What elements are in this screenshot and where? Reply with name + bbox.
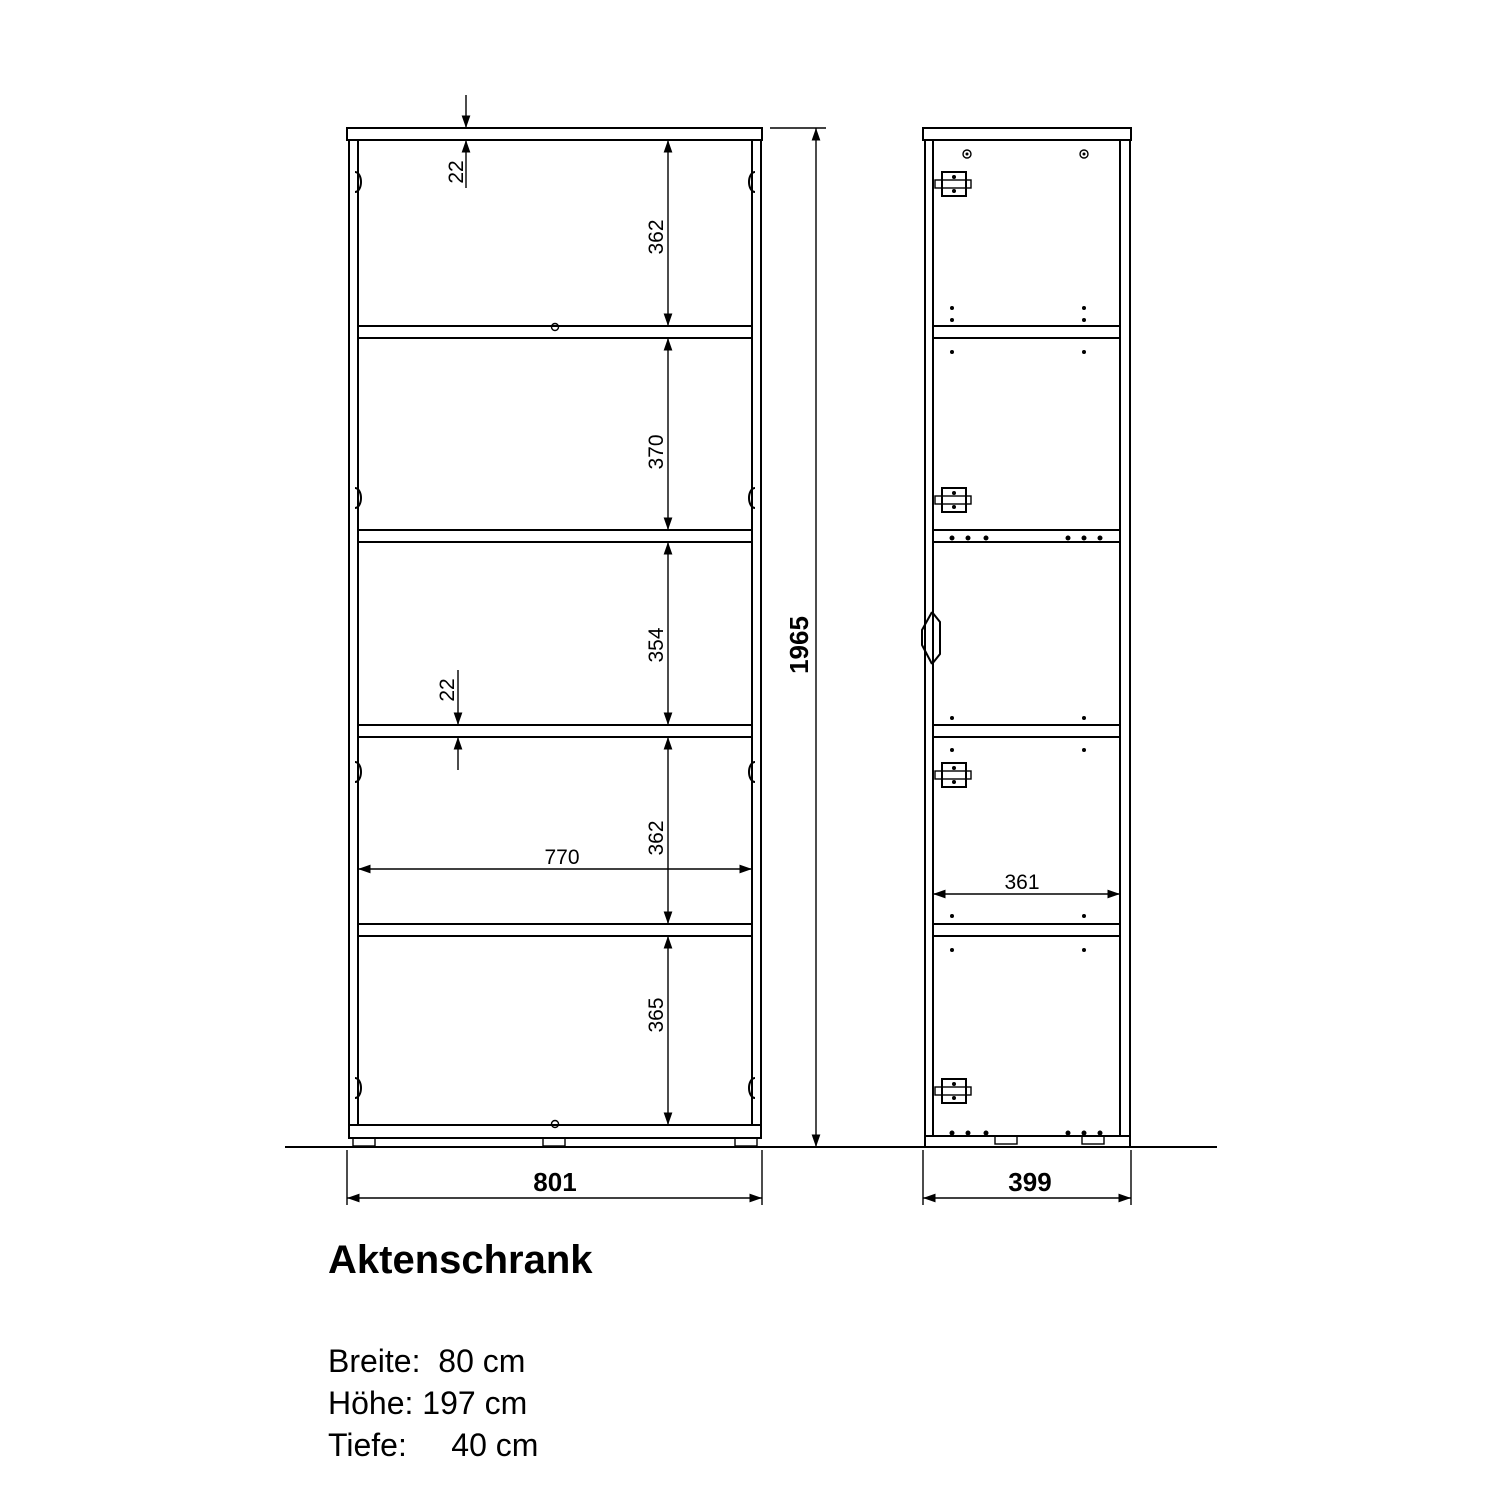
spec-width: Breite: 80 cm — [328, 1343, 526, 1379]
spec-height: Höhe: 197 cm — [328, 1385, 528, 1421]
dim-shelf-thickness: 22 — [436, 678, 459, 702]
dim-inner-width: 770 — [544, 846, 580, 869]
foot — [353, 1138, 375, 1146]
hinge-icon — [935, 1079, 971, 1103]
product-title: Aktenschrank — [328, 1238, 593, 1282]
dim-compartment-height: 370 — [645, 434, 668, 470]
front-shelf — [358, 725, 752, 737]
dim-total-height: 1965 — [784, 616, 814, 674]
dim-outer-depth: 399 — [1008, 1167, 1052, 1197]
dim-inner-depth: 361 — [1004, 871, 1040, 894]
hinge-icon — [935, 172, 971, 196]
hinge-icon — [935, 488, 971, 512]
dim-compartment-height: 362 — [645, 820, 668, 856]
front-view — [347, 95, 826, 1205]
front-shelf — [358, 326, 752, 338]
foot — [543, 1138, 565, 1146]
hinge-icon — [935, 763, 971, 787]
dim-compartment-height: 365 — [645, 997, 668, 1033]
side-shelf — [933, 725, 1120, 737]
product-specs — [328, 1340, 538, 1466]
front-top-board — [347, 128, 762, 140]
front-shelf — [358, 924, 752, 936]
side-top-board — [923, 128, 1131, 140]
spec-depth: Tiefe: 40 cm — [328, 1427, 539, 1463]
dim-compartment-height: 362 — [645, 219, 668, 255]
side-shelf — [933, 326, 1120, 338]
foot — [735, 1138, 757, 1146]
dim-outer-width: 801 — [533, 1167, 577, 1197]
side-shelf — [933, 530, 1120, 542]
side-shelf — [933, 924, 1120, 936]
side-view — [922, 128, 1131, 1205]
dim-compartment-height: 354 — [645, 627, 668, 663]
dim-top-thickness: 22 — [445, 160, 468, 184]
front-shelf — [358, 530, 752, 542]
